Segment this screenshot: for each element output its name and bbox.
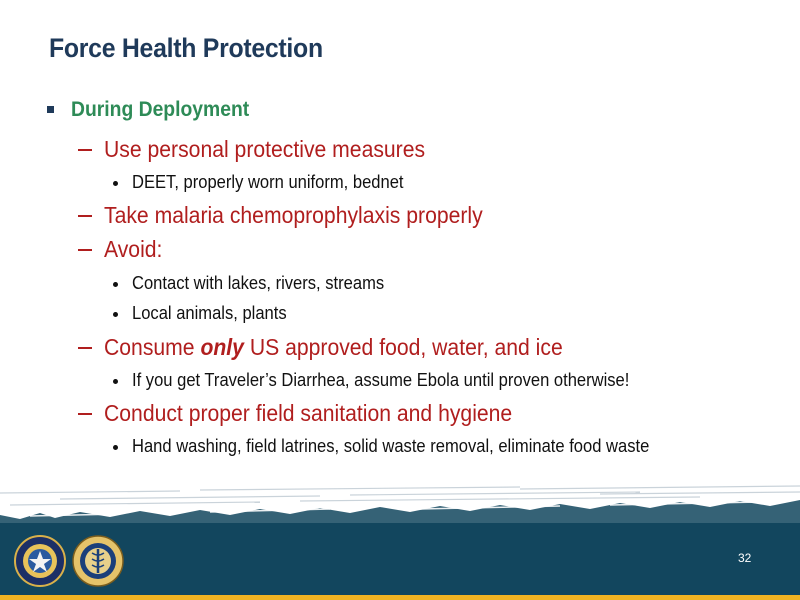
detail-bullet-label: DEET, properly worn uniform, bednet	[132, 172, 404, 192]
detail-bullet-label: Local animals, plants	[132, 303, 287, 323]
square-bullet-icon	[47, 106, 54, 113]
page-number: 32	[738, 551, 752, 565]
sub-bullet-label: Use personal protective measures	[104, 136, 426, 162]
sub-bullet-label: Take malaria chemoprophylaxis properly	[104, 202, 483, 228]
dot-bullet-icon	[113, 312, 118, 317]
dash-bullet-icon	[78, 149, 92, 151]
slide-title: Force Health Protection	[49, 33, 323, 63]
dot-bullet-icon	[113, 445, 118, 450]
dot-bullet-icon	[113, 379, 118, 384]
sub-bullet-label: Conduct proper field sanitation and hygiene	[104, 400, 513, 426]
dot-bullet-icon	[113, 181, 118, 186]
dash-bullet-icon	[78, 215, 92, 217]
sub-bullet-label: Avoid:	[104, 236, 163, 262]
public-health-center-seal-icon	[14, 535, 66, 587]
navy-medicine-seal-icon	[72, 535, 124, 587]
detail-bullet-label: Hand washing, field latrines, solid waste removal, eliminate food waste	[132, 436, 650, 456]
sub-bullet-label: Consume only US approved food, water, and ice	[104, 334, 563, 360]
dash-bullet-icon	[78, 347, 92, 349]
dash-bullet-icon	[78, 249, 92, 251]
dash-bullet-icon	[78, 413, 92, 415]
emphasis-only: only	[200, 334, 244, 360]
detail-bullet-label: If you get Traveler’s Diarrhea, assume Ebola until proven otherwise!	[132, 370, 630, 390]
dot-bullet-icon	[113, 282, 118, 287]
detail-bullet-label: Contact with lakes, rivers, streams	[132, 273, 385, 293]
bullet-label: During Deployment	[71, 98, 250, 121]
